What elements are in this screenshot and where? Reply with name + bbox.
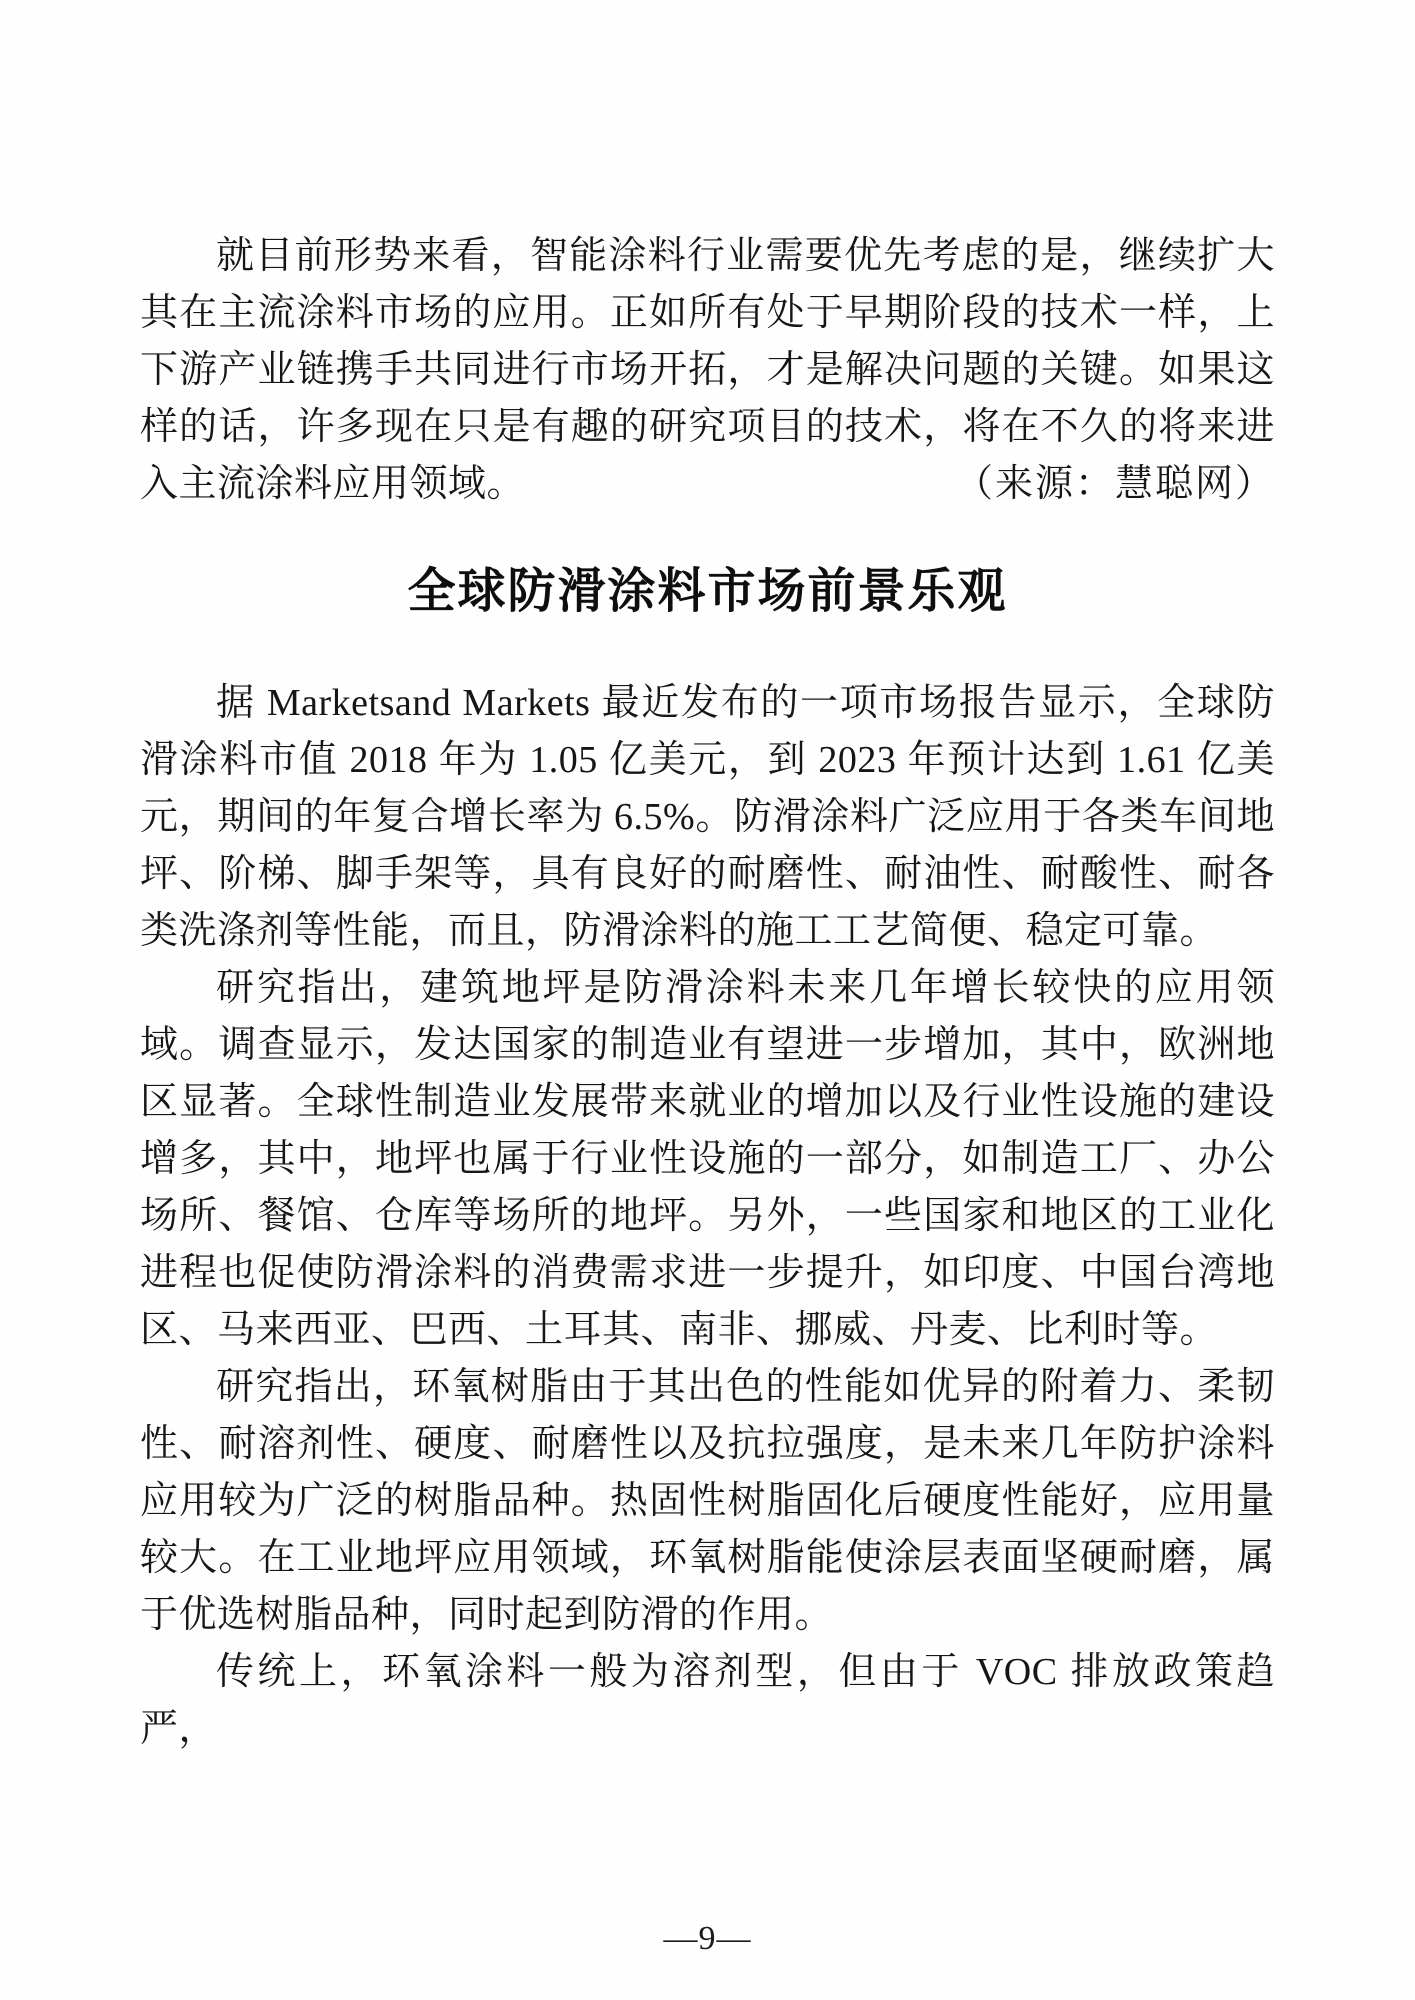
paragraph-market-report: 据 Marketsand Markets 最近发布的一项市场报告显示，全球防滑涂料市值 2018 年为 1.05 亿美元，到 2023 年预计达到 1.61 亿美元，期间的年复合增长率为 6.5%。防滑涂料广泛应用于各类车间地坪、阶梯、脚手架等，具有良好的耐磨性、耐油性、耐酸性、耐各类洗涤剂等性能，而且，防滑涂料的施工工艺简便、稳定可靠。 bbox=[140, 682, 1275, 952]
paragraph-epoxy-resin: 研究指出，环氧树脂由于其出色的性能如优异的附着力、柔韧性、耐溶剂性、硬度、耐磨性以及抗拉强度，是未来几年防护涂料应用较为广泛的树脂品种。热固性树脂固化后硬度性能好，应用量较大。在工业地坪应用领域，环氧树脂能使涂层表面坚硬耐磨，属于优选树脂品种，同时起到防滑的作用。 bbox=[140, 1366, 1275, 1636]
intro-text: 就目前形势来看，智能涂料行业需要优先考虑的是，继续扩大其在主流涂料市场的应用。正如所有处于早期阶段的技术一样，上下游产业链携手共同进行市场开拓，才是解决问题的关键。如果这样的话，许多现在只是有趣的研究项目的技术，将在不久的将来进入主流涂料应用领域。 bbox=[140, 235, 1275, 505]
source-attribution: （来源：慧聪网） bbox=[954, 463, 1275, 505]
page-content bbox=[140, 228, 1275, 1758]
paragraph-voc-policy: 传统上，环氧涂料一般为溶剂型，但由于 VOC 排放政策趋严， bbox=[140, 1651, 1275, 1750]
intro-paragraph bbox=[140, 228, 1275, 513]
article-title: 全球防滑涂料市场前景乐观 bbox=[407, 565, 1008, 618]
article-body bbox=[140, 675, 1275, 1758]
paragraph-growth-regions: 研究指出，建筑地坪是防滑涂料未来几年增长较快的应用领域。调查显示，发达国家的制造业有望进一步增加，其中，欧洲地区显著。全球性制造业发展带来就业的增加以及行业性设施的建设增多，其中，地坪也属于行业性设施的一部分，如制造工厂、办公场所、餐馆、仓库等场所的地坪。另外，一些国家和地区的工业化进程也促使防滑涂料的消费需求进一步提升，如印度、中国台湾地区、马来西亚、巴西、土耳其、南非、挪威、丹麦、比利时等。 bbox=[140, 967, 1275, 1351]
page-number: —9— bbox=[663, 1920, 752, 1957]
